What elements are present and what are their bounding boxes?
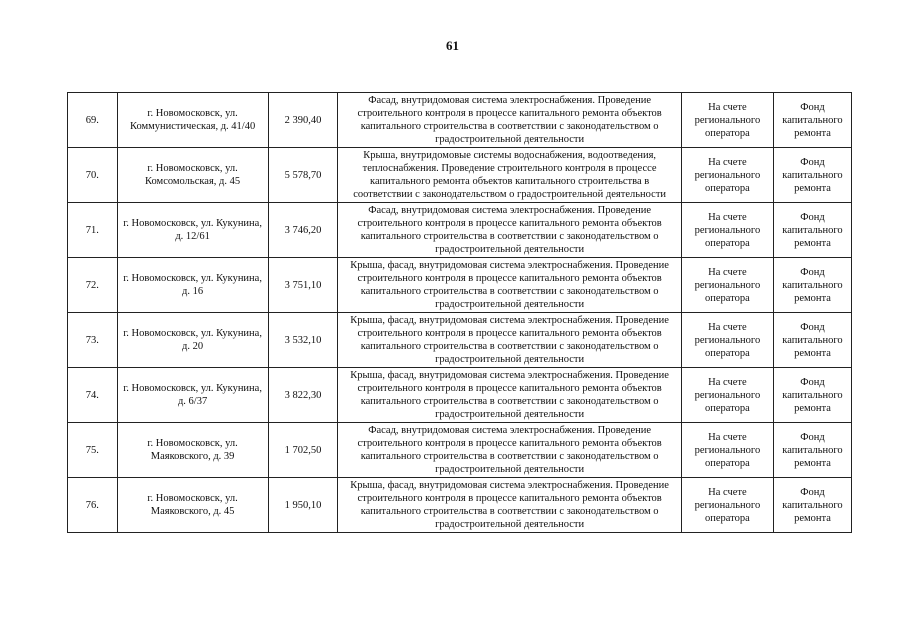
account-cell: На счете регионального оператора — [681, 478, 773, 533]
address-cell: г. Новомосковск, ул. Комсомольская, д. 45 — [117, 148, 268, 203]
address-cell: г. Новомосковск, ул. Коммунистическая, д. 41/40 — [117, 93, 268, 148]
address-cell: г. Новомосковск, ул. Кукунина, д. 20 — [117, 313, 268, 368]
row-number: 75. — [68, 423, 118, 478]
works-cell: Крыша, внутридомовые системы водоснабжения, водоотведения, теплоснабжения. Проведение строительного контроля в процессе капитального ремонта объектов капитального строительства в соответствии с законодательством о градостроительной деятельности — [338, 148, 681, 203]
address-cell: г. Новомосковск, ул. Кукунина, д. 16 — [117, 258, 268, 313]
table-row — [68, 148, 852, 203]
table-row — [68, 203, 852, 258]
area-cell: 3 532,10 — [268, 313, 338, 368]
area-cell: 3 751,10 — [268, 258, 338, 313]
address-cell: г. Новомосковск, ул. Маяковского, д. 45 — [117, 478, 268, 533]
row-number: 71. — [68, 203, 118, 258]
row-number: 70. — [68, 148, 118, 203]
area-cell: 3 822,30 — [268, 368, 338, 423]
works-cell: Фасад, внутридомовая система электроснабжения. Проведение строительного контроля в процессе капитального ремонта объектов капитального строительства в соответствии с законодательством о градостроительной деятельности — [338, 203, 681, 258]
account-cell: На счете регионального оператора — [681, 148, 773, 203]
address-cell: г. Новомосковск, ул. Кукунина, д. 12/61 — [117, 203, 268, 258]
table-row — [68, 313, 852, 368]
works-cell: Крыша, фасад, внутридомовая система электроснабжения. Проведение строительного контроля в процессе капитального ремонта объектов капитального строительства в соответствии с законодательством о градостроительной деятельности — [338, 478, 681, 533]
row-number: 74. — [68, 368, 118, 423]
fund-cell: Фонд капитального ремонта — [773, 93, 851, 148]
account-cell: На счете регионального оператора — [681, 423, 773, 478]
table-row — [68, 423, 852, 478]
account-cell: На счете регионального оператора — [681, 203, 773, 258]
row-number: 73. — [68, 313, 118, 368]
works-cell: Крыша, фасад, внутридомовая система электроснабжения. Проведение строительного контроля в процессе капитального ремонта объектов капитального строительства в соответствии с законодательством о градостроительной деятельности — [338, 313, 681, 368]
fund-cell: Фонд капитального ремонта — [773, 313, 851, 368]
area-cell: 1 950,10 — [268, 478, 338, 533]
table-row — [68, 478, 852, 533]
account-cell: На счете регионального оператора — [681, 258, 773, 313]
row-number: 76. — [68, 478, 118, 533]
account-cell: На счете регионального оператора — [681, 368, 773, 423]
works-cell: Крыша, фасад, внутридомовая система электроснабжения. Проведение строительного контроля в процессе капитального ремонта объектов капитального строительства в соответствии с законодательством о градостроительной деятельности — [338, 368, 681, 423]
account-cell: На счете регионального оператора — [681, 93, 773, 148]
area-cell: 1 702,50 — [268, 423, 338, 478]
fund-cell: Фонд капитального ремонта — [773, 478, 851, 533]
fund-cell: Фонд капитального ремонта — [773, 368, 851, 423]
table-row — [68, 258, 852, 313]
fund-cell: Фонд капитального ремонта — [773, 203, 851, 258]
area-cell: 2 390,40 — [268, 93, 338, 148]
address-cell: г. Новомосковск, ул. Кукунина, д. 6/37 — [117, 368, 268, 423]
row-number: 72. — [68, 258, 118, 313]
address-cell: г. Новомосковск, ул. Маяковского, д. 39 — [117, 423, 268, 478]
table-row — [68, 93, 852, 148]
works-cell: Крыша, фасад, внутридомовая система электроснабжения. Проведение строительного контроля в процессе капитального ремонта объектов капитального строительства в соответствии с законодательством о градостроительной деятельности — [338, 258, 681, 313]
works-cell: Фасад, внутридомовая система электроснабжения. Проведение строительного контроля в процессе капитального ремонта объектов капитального строительства в соответствии с законодательством о градостроительной деятельности — [338, 93, 681, 148]
works-cell: Фасад, внутридомовая система электроснабжения. Проведение строительного контроля в процессе капитального ремонта объектов капитального строительства в соответствии с законодательством о градостроительной деятельности — [338, 423, 681, 478]
row-number: 69. — [68, 93, 118, 148]
area-cell: 3 746,20 — [268, 203, 338, 258]
account-cell: На счете регионального оператора — [681, 313, 773, 368]
repair-program-table — [67, 92, 852, 533]
table-row — [68, 368, 852, 423]
area-cell: 5 578,70 — [268, 148, 338, 203]
fund-cell: Фонд капитального ремонта — [773, 148, 851, 203]
fund-cell: Фонд капитального ремонта — [773, 258, 851, 313]
fund-cell: Фонд капитального ремонта — [773, 423, 851, 478]
page-number: 61 — [446, 38, 459, 53]
